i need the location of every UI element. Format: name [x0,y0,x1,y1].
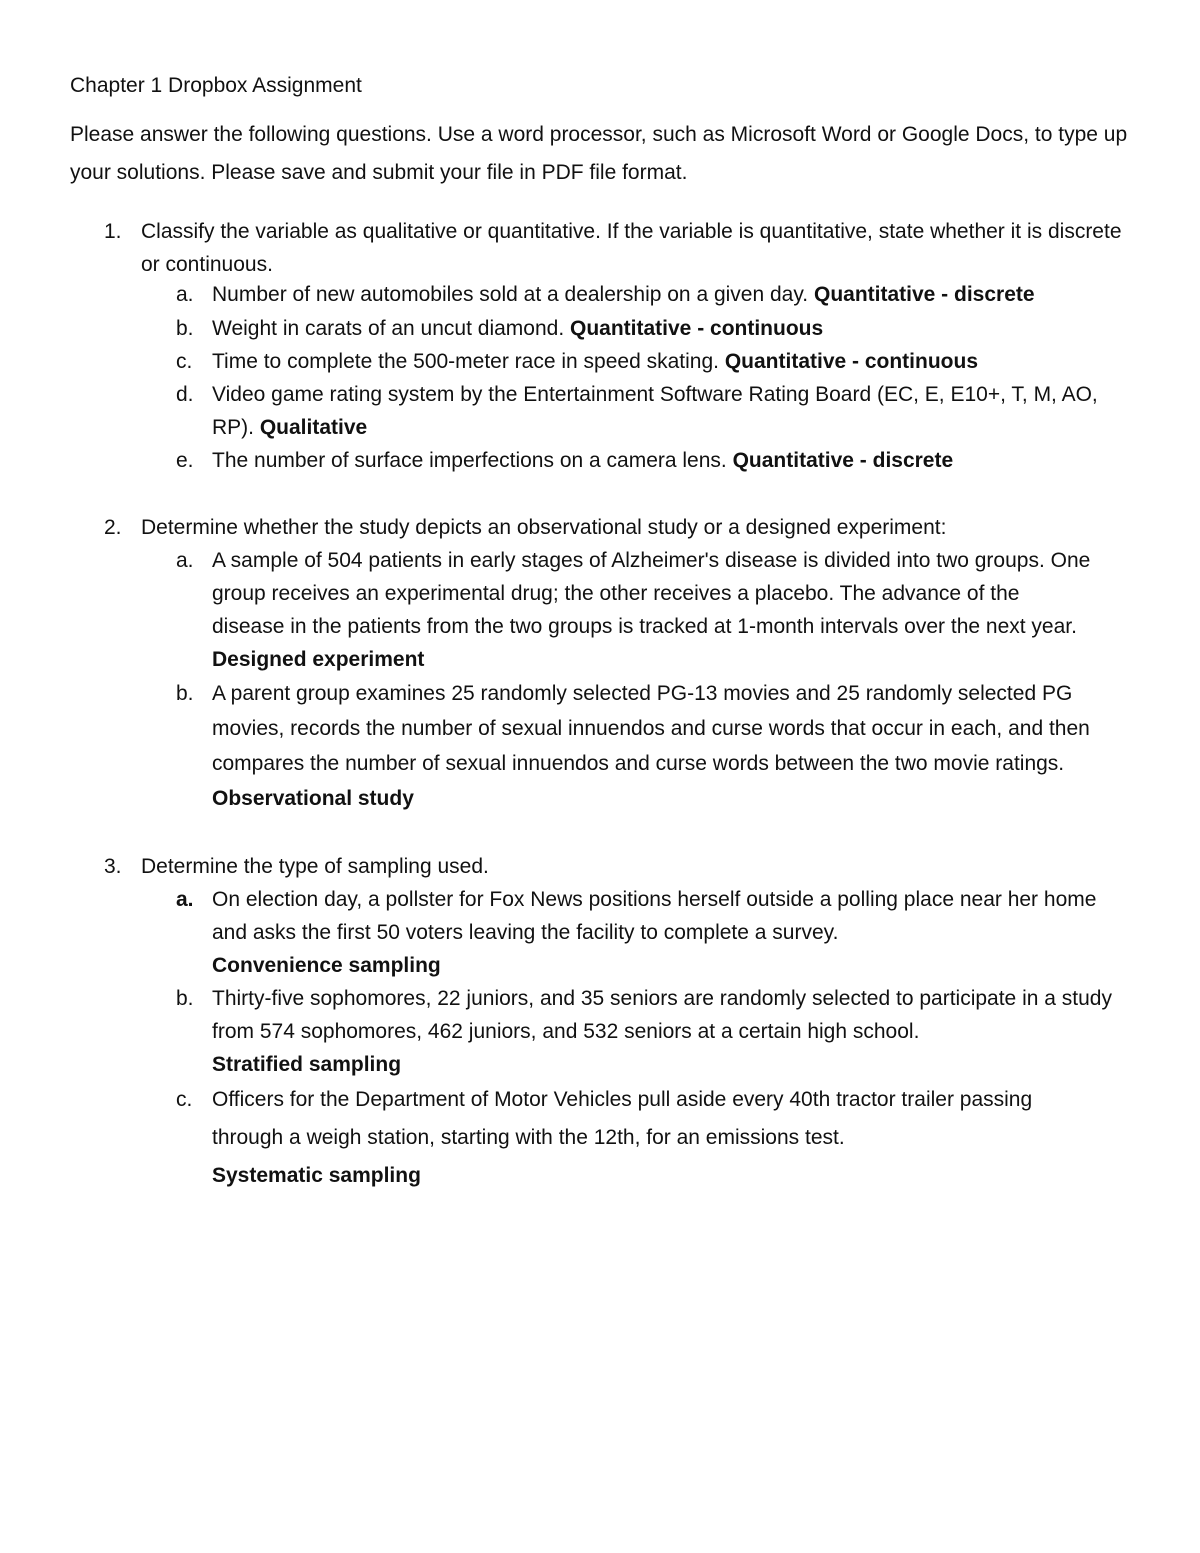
question-2 [0,511,1200,816]
sub-item-text: Time to complete the 500-meter race in speed skating. [212,350,719,373]
answer-text: Convenience sampling [212,954,441,977]
sub-item [0,281,1200,309]
answer-text: Stratified sampling [212,1053,402,1076]
sub-item-letter: a. [176,888,194,911]
answer-text: Quantitative - continuous [570,317,824,340]
sub-item-list [0,544,1200,816]
sub-item-letter: c. [176,1088,193,1111]
sub-item [0,345,1200,378]
sub-item-letter: a. [176,549,194,572]
sub-item-text: A parent group examines 25 randomly selected PG-13 movies and 25 randomly selected PG movies, records the number of sexual innuendos and curse words that occur in each, and then compares the number of sexual innuendos and curse words between the two movie ratings. [212,682,1090,775]
question-number: 1. [104,220,122,243]
answer-text: Observational study [212,787,414,810]
sub-item-list [0,883,1200,1195]
sub-item-text: Officers for the Department of Motor Vehicles pull aside every 40th tractor trailer passing through a weigh station, starting with the 12th, for an emissions test. [212,1088,1033,1149]
sub-item-text: A sample of 504 patients in early stages of Alzheimer's disease is divided into two groups. One group receives an experimental drug; the other receives a placebo. The advance of the disease in the patients from the two groups is tracked at 1-month intervals over the next year. [212,549,1091,638]
document-title: Chapter 1 Dropbox Assignment [70,74,362,97]
answer-text: Quantitative - discrete [732,449,954,472]
sub-item [0,982,1200,1081]
sub-item [0,544,1200,676]
answer-text: Quantitative - continuous [724,350,978,373]
question-text: Classify the variable as qualitative or quantitative. If the variable is quantitative, state whether it is discrete or continuous. [141,220,1122,276]
question-1 [0,215,1200,477]
question-list [0,215,1200,1211]
sub-item [0,378,1200,444]
sub-item-text: The number of surface imperfections on a camera lens. [212,449,727,472]
question-number: 2. [104,516,122,539]
sub-item-letter: b. [176,987,194,1010]
sub-item-letter: e. [176,449,194,472]
sub-item-text: Video game rating system by the Entertainment Software Rating Board (EC, E, E10+, T, M, AO, RP). [212,383,1098,439]
answer-text: Systematic sampling [212,1164,421,1187]
sub-item [0,676,1200,816]
answer-text: Designed experiment [212,648,425,671]
sub-item [0,312,1200,345]
question-text: Determine whether the study depicts an observational study or a designed experiment: [141,516,947,539]
answer-text: Quantitative - discrete [813,283,1035,306]
sub-item-letter: b. [176,682,194,705]
sub-item-text: Thirty-five sophomores, 22 juniors, and 35 seniors are randomly selected to participate in a study from 574 sophomores, 462 juniors, and 532 seniors at a certain high school. [212,987,1112,1043]
question-text: Determine the type of sampling used. [141,855,489,878]
sub-item-letter: d. [176,383,194,406]
sub-item [0,444,1200,477]
question-number: 3. [104,855,122,878]
sub-item-letter: b. [176,317,194,340]
sub-item-text: Number of new automobiles sold at a dealership on a given day. [212,283,809,306]
sub-item-list [0,281,1200,477]
answer-text: Qualitative [259,416,368,439]
intro-paragraph: Please answer the following questions. Use a word processor, such as Microsoft Word or Google Docs, to type up your solutions. Please save and submit your file in PDF file format. [70,123,1128,184]
sub-item [0,883,1200,982]
sub-item-letter: a. [176,283,194,306]
sub-item-text: Weight in carats of an uncut diamond. [212,317,565,340]
question-3 [0,850,1200,1195]
sub-item [0,1081,1200,1195]
sub-item-text: On election day, a pollster for Fox News positions herself outside a polling place near her home and asks the first 50 voters leaving the facility to complete a survey. [212,888,1097,944]
sub-item-letter: c. [176,350,193,373]
